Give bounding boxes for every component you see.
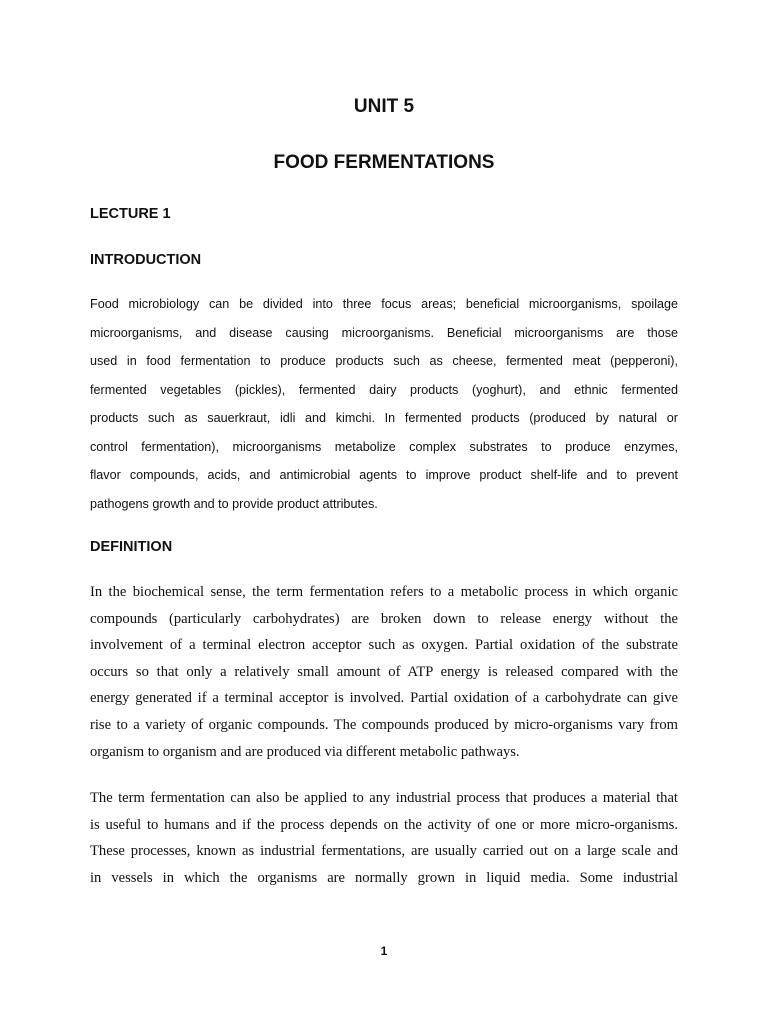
lecture-heading: LECTURE 1 xyxy=(90,206,171,222)
paragraph-line: in vessels in which the organisms are normally grown in liquid media. Some industrial xyxy=(90,869,678,886)
paragraph-line: microorganisms, and disease causing microorganisms. Beneficial microorganisms are those xyxy=(90,325,678,340)
unit-heading: UNIT 5 xyxy=(353,96,415,117)
paragraph-line: is useful to humans and if the process depends on the activity of one or more micro-organisms. xyxy=(90,816,678,833)
paragraph-line: fermented vegetables (pickles), fermented dairy products (yoghurt), and ethnic fermented xyxy=(90,382,678,397)
paragraph-line: products such as sauerkraut, idli and kimchi. In fermented products (produced by natural or xyxy=(90,411,678,425)
paragraph-line: energy generated if a terminal acceptor is involved. Partial oxidation of a carbohydrate can give xyxy=(90,690,678,707)
paragraph-line: Food microbiology can be divided into three focus areas; beneficial microorganisms, spoilage xyxy=(90,297,678,311)
definition-heading: DEFINITION xyxy=(90,539,173,555)
definition-paragraph-2 xyxy=(90,785,678,891)
paragraph-line: occurs so that only a relatively small amount of ATP energy is released compared with the xyxy=(90,663,678,680)
paragraph-line: rise to a variety of organic compounds. The compounds produced by micro-organisms vary from xyxy=(90,716,678,733)
paragraph-line: compounds (particularly carbohydrates) are broken down to release energy without the xyxy=(90,610,678,627)
paragraph-line: In the biochemical sense, the term fermentation refers to a metabolic process in which organic xyxy=(90,584,678,600)
paragraph-line: pathogens growth and to provide product attributes. xyxy=(90,496,378,511)
paragraph-line: flavor compounds, acids, and antimicrobial agents to improve product shelf-life and to prevent xyxy=(90,468,678,482)
page-number: 1 xyxy=(380,944,388,958)
paragraph-line: involvement of a terminal electron acceptor such as oxygen. Partial oxidation of the substrate xyxy=(90,637,678,654)
introduction-paragraph xyxy=(90,290,678,518)
paragraph-line: used in food fermentation to produce products such as cheese, fermented meat (pepperoni), xyxy=(90,354,678,368)
page-title: FOOD FERMENTATIONS xyxy=(273,152,495,173)
definition-paragraph-1 xyxy=(90,579,678,765)
paragraph-line: The term fermentation can also be applied to any industrial process that produces a material that xyxy=(90,790,678,806)
introduction-heading: INTRODUCTION xyxy=(90,252,202,268)
paragraph-line: organism to organism and are produced via different metabolic pathways. xyxy=(90,743,520,760)
paragraph-line: These processes, known as industrial fermentations, are usually carried out on a large scale and xyxy=(90,843,678,860)
paragraph-line: control fermentation), microorganisms metabolize complex substrates to produce enzymes, xyxy=(90,439,678,454)
